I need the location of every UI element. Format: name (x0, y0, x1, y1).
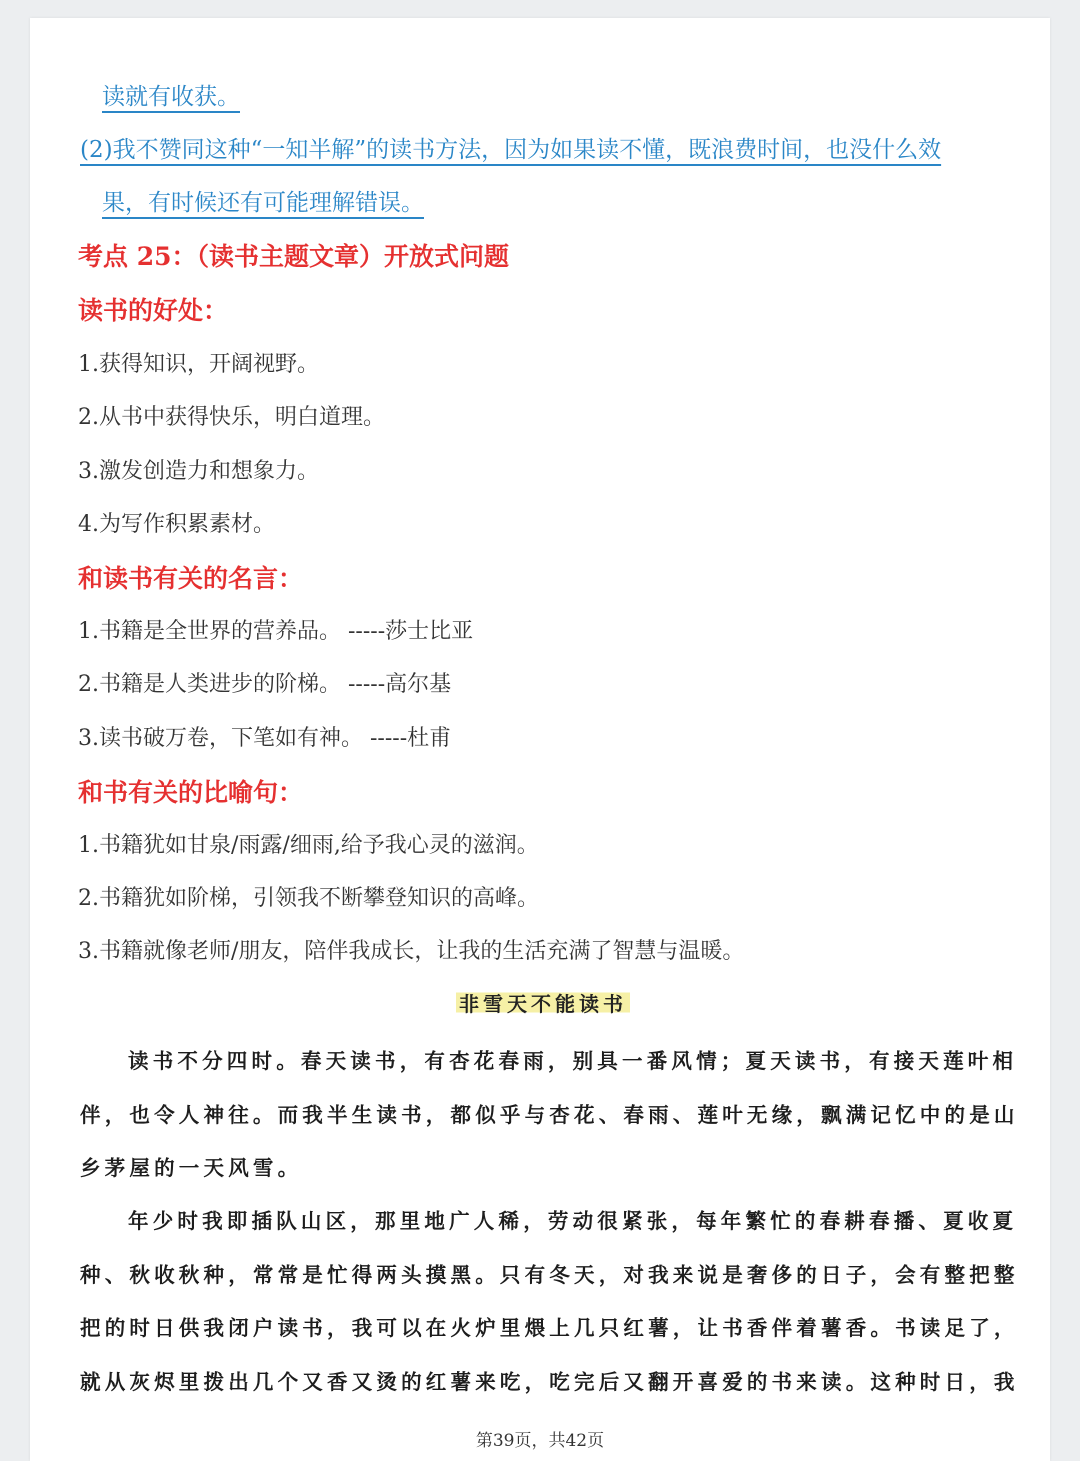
metaphor-item: 3.书籍就像老师/朋友，陪伴我成长，让我的生活充满了智慧与温暖。 (78, 939, 745, 964)
answer-line-3: 果，有时候还有可能理解错误。 (102, 190, 424, 216)
quote-item: 2.书籍是人类进步的阶梯。 -----高尔基 (78, 672, 452, 697)
article-line: 种、秋收秋种，常常是忙得两头摸黑。只有冬天，对我来说是奢侈的日子，会有整把整 (80, 1263, 1019, 1287)
metaphors-heading: 和书有关的比喻句： (78, 778, 304, 807)
metaphor-item: 1.书籍犹如甘泉/雨露/细雨,给予我心灵的滋润。 (78, 833, 539, 858)
exam-point-heading: 考点 25：（读书主题文章）开放式问题 (78, 242, 509, 271)
benefit-item: 3.激发创造力和想象力。 (78, 459, 319, 484)
answer-line-2: (2)我不赞同这种“一知半解”的读书方法，因为如果读不懂，既浪费时间，也没什么效 (80, 137, 942, 163)
benefit-item: 1.获得知识，开阔视野。 (78, 352, 319, 377)
article-line: 就从灰烬里拨出几个又香又烫的红薯来吃，吃完后又翻开喜爱的书来读。这种时日，我 (80, 1370, 1019, 1394)
quotes-heading: 和读书有关的名言： (78, 564, 304, 593)
benefit-item: 2.从书中获得快乐，明白道理。 (78, 405, 385, 430)
benefits-heading: 读书的好处： (78, 296, 229, 325)
article-title: 非雪天不能读书 (456, 988, 630, 1017)
answer-line-1: 读就有收获。 (102, 84, 240, 110)
article-line: 读书不分四时。春天读书，有杏花春雨，别具一番风情；夏天读书，有接天莲叶相 (128, 1049, 1018, 1073)
article-line: 年少时我即插队山区，那里地广人稀，劳动很紧张，每年繁忙的春耕春播、夏收夏 (128, 1209, 1018, 1233)
article-line: 伴，也令人神往。而我半生读书，都似乎与杏花、春雨、莲叶无缘，飘满记忆中的是山 (80, 1103, 1019, 1127)
page-number-footer: 第39页，共42页 (475, 1431, 605, 1451)
quote-item: 3.读书破万卷，下笔如有神。 -----杜甫 (78, 726, 452, 751)
article-line: 乡茅屋的一天风雪。 (80, 1156, 303, 1180)
benefit-item: 4.为写作积累素材。 (78, 512, 275, 537)
metaphor-item: 2.书籍犹如阶梯，引领我不断攀登知识的高峰。 (78, 886, 539, 911)
quote-item: 1.书籍是全世界的营养品。 -----莎士比亚 (78, 619, 474, 644)
document-page (30, 18, 1050, 1461)
article-line: 把的时日供我闭户读书，我可以在火炉里煨上几只红薯，让书香伴着薯香。书读足了， (80, 1316, 1019, 1340)
